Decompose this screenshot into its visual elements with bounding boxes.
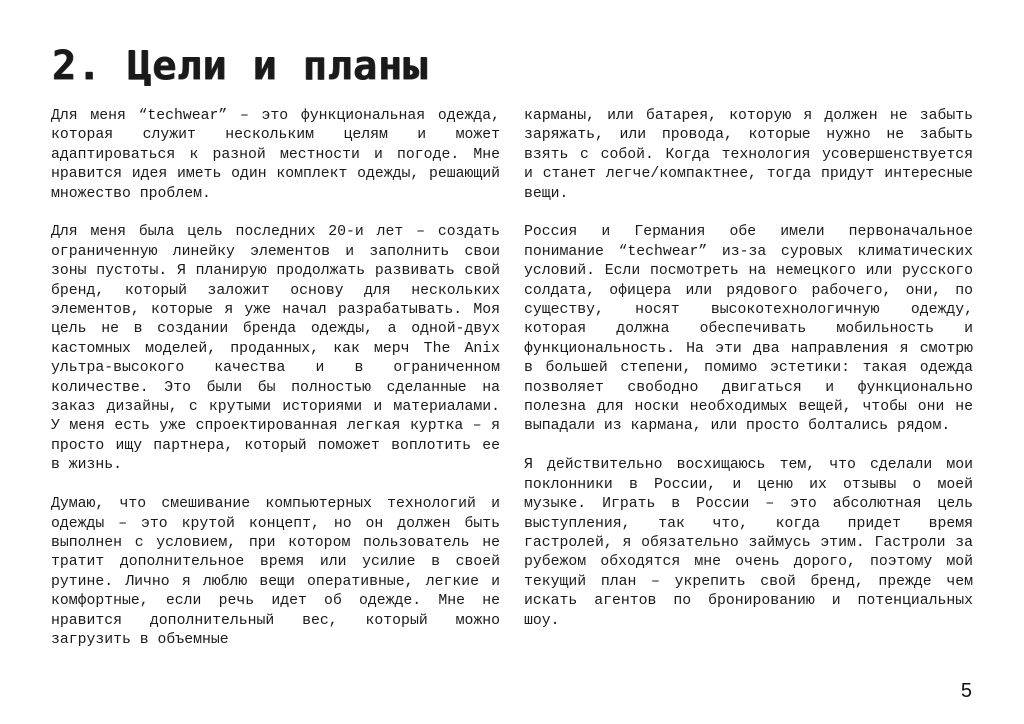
right-column — [524, 107, 973, 650]
paragraph: карманы, или батарея, которую я должен не забыть заряжать, или провода, которые нужно не забыть взять с собой. Когда технология усовершенствуется и станет легче/компактнее, тогда придут интересные вещи. — [524, 108, 973, 202]
paragraph: Думаю, что смешивание компьютерных технологий и одежды – это крутой концепт, но он должен быть выполнен с условием, при котором пользователь не тратит дополнительное время или усилие в своей рутине. Лично я люблю вещи оперативные, легкие и комфортные, если речь идет об одежде. Мне не нравится дополнительный вес, который можно загрузить в объемные — [51, 496, 500, 648]
paragraph: Я действительно восхищаюсь тем, что сделали мои поклонники в России, и ценю их отзывы о моей музыке. Играть в России – это абсолютная цель выступления, так что, когда придет время гастролей, я обязательно займусь этим. Гастроли за рубежом обходятся мне очень дорого, поэтому мой текущий план – укрепить свой бренд, прежде чем искать агентов по бронированию и потенциальных шоу. — [524, 457, 973, 629]
left-column — [51, 107, 500, 670]
page-title: 2. Цели и планы — [52, 43, 429, 89]
paragraph: Для меня была цель последних 20-и лет – создать ограниченную линейку элементов и заполнить свои зоны пустоты. Я планирую продолжать развивать свой бренд, который заложит основу для нескольких элементов, которые я уже начал разрабатывать. Моя цель не в создании бренда одежды, а одной-двух кастомных моделей, проданных, как мерч The Anix ультра-высокого качества и в ограниченном количестве. Это были бы полностью сделанные на заказ дизайны, с крутыми историями и материалами. У меня есть уже спроектированная легкая куртка – я просто ищу партнера, который поможет воплотить ее в жизнь. — [51, 224, 500, 474]
paragraph: Для меня “techwear” – это функциональная одежда, которая служит нескольким целям и может адаптироваться к разной местности и погоде. Мне нравится идея иметь один комплект одежды, решающий множество проблем. — [51, 108, 500, 202]
paragraph: Россия и Германия обе имели первоначальное понимание “techwear” из-за суровых климатических условий. Если посмотреть на немецкого или русского солдата, офицера или рядового рабочего, они, по существу, носят высокотехнологичную одежду, которая должна обеспечивать мобильность и функциональность. На эти два направления я смотрю в большей степени, помимо эстетики: такая одежда позволяет свободно двигаться и функционально полезна для носки необходимых вещей, чтобы они не выпадали из кармана, или просто болтались рядом. — [524, 224, 973, 435]
page-number: 5 — [960, 680, 972, 702]
